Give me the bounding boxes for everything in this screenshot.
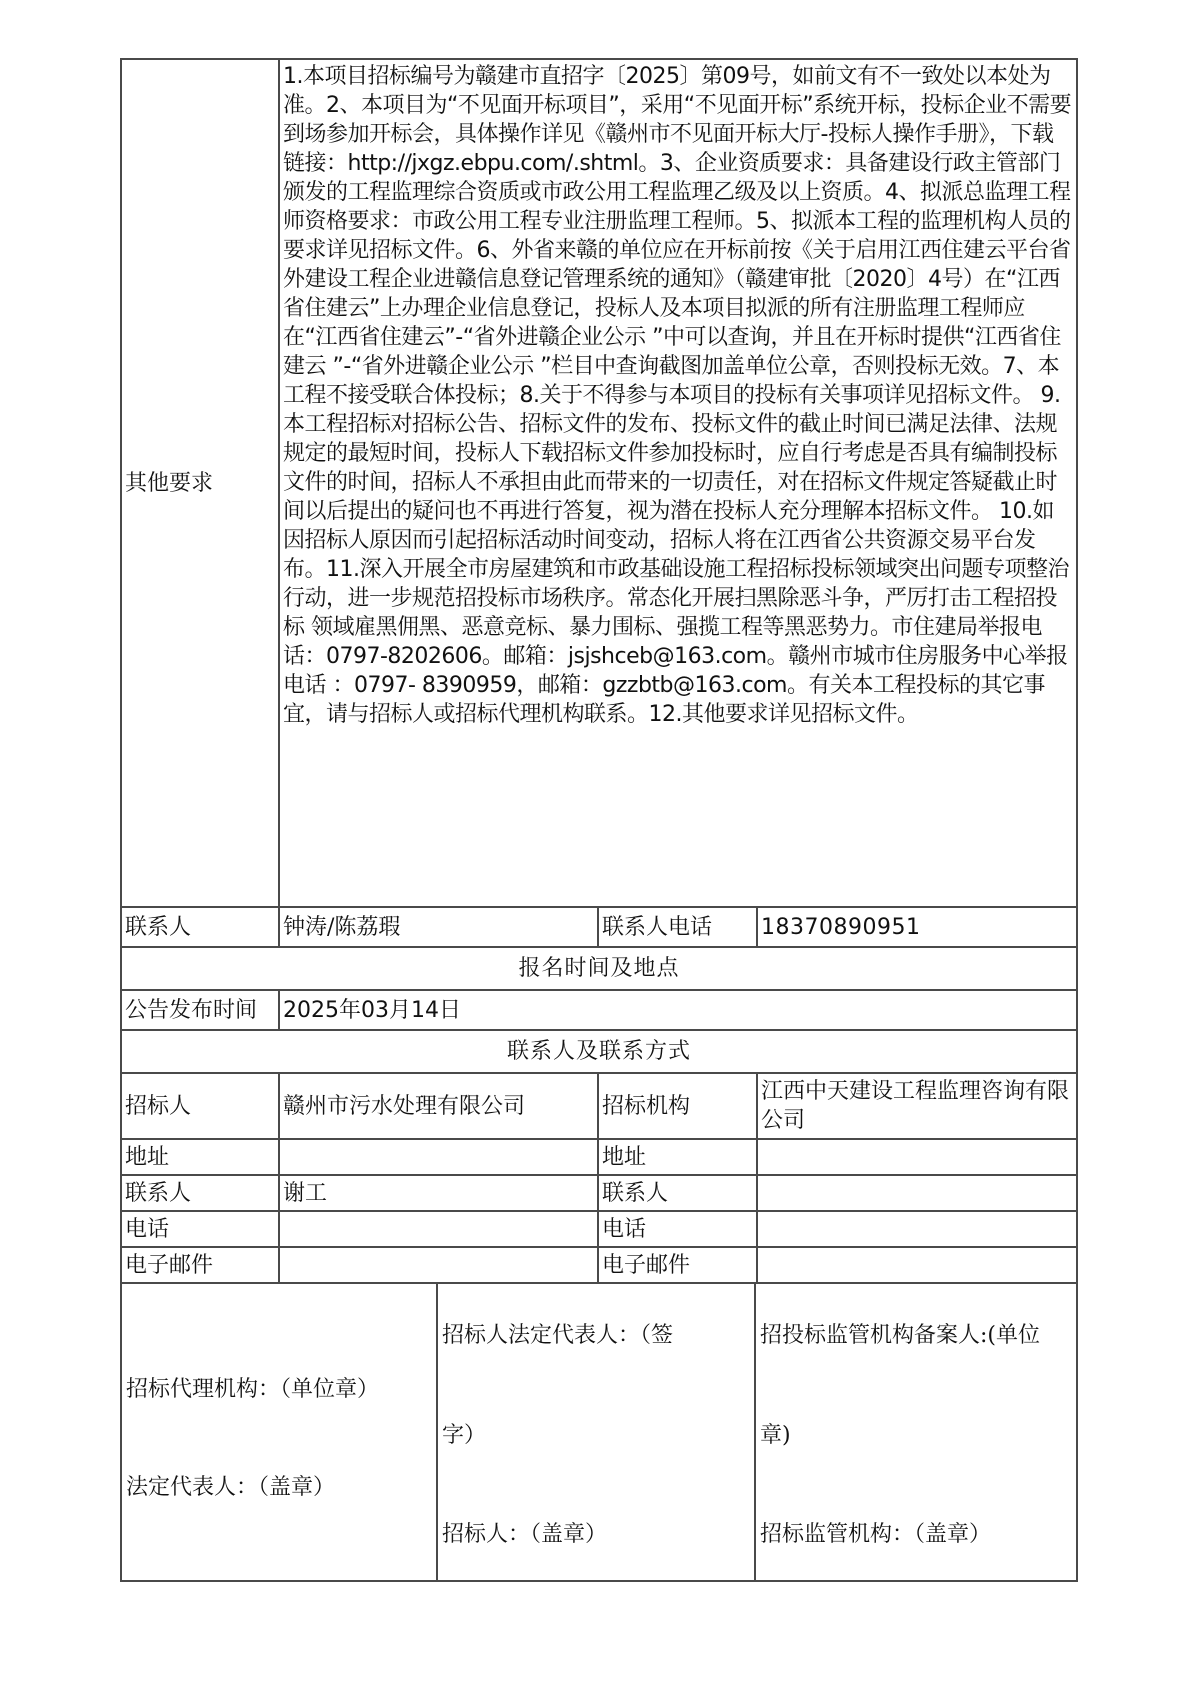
tenderer-address-label: 地址 (121, 1139, 279, 1175)
tenderer-value: 赣州市污水处理有限公司 (279, 1073, 598, 1139)
tenderer-legal-rep-line1: 招标人法定代表人：（签 (442, 1323, 674, 1348)
phone-row (121, 1211, 1077, 1247)
agency-seal-text: 招标代理机构：（单位章） (126, 1377, 380, 1402)
signature-row (121, 1283, 1077, 1581)
tenderer-email-label: 电子邮件 (121, 1247, 279, 1283)
contact-row (121, 907, 1077, 947)
supervision-filer-line1: 招投标监管机构备案人:(单位 (760, 1323, 1040, 1348)
contact-label: 联系人 (121, 907, 279, 947)
tenderer-seal-text: 招标人：（盖章） (442, 1522, 608, 1547)
supervision-seal-text: 招标监管机构：（盖章） (760, 1522, 992, 1547)
tenderer-contact-value: 谢工 (279, 1175, 598, 1211)
contact-phone-value: 18370890951 (757, 907, 1077, 947)
address-row (121, 1139, 1077, 1175)
contacts-section-row (121, 1030, 1077, 1073)
tenderer-legal-rep-line2: 字） (442, 1423, 487, 1448)
legal-rep-seal-text: 法定代表人：（盖章） (126, 1475, 336, 1500)
supervision-signature-cell (755, 1283, 1077, 1581)
tenderer-signature-cell (437, 1283, 755, 1581)
email-row (121, 1247, 1077, 1283)
contact-phone-label: 联系人电话 (598, 907, 757, 947)
publish-time-row (121, 990, 1077, 1030)
tender-announcement-table (120, 58, 1076, 1582)
main-info-table (120, 58, 1078, 1284)
agency-phone-label: 电话 (598, 1211, 757, 1247)
agency-contact-label: 联系人 (598, 1175, 757, 1211)
contact-value: 钟涛/陈荔瑕 (279, 907, 598, 947)
agency-email-value (757, 1247, 1077, 1283)
tenderer-contact-label: 联系人 (121, 1175, 279, 1211)
agency-address-value (757, 1139, 1077, 1175)
publish-time-label: 公告发布时间 (121, 990, 279, 1030)
agency-signature-cell (121, 1283, 437, 1581)
other-requirements-text: 1.本项目招标编号为赣建市直招字〔2025〕第09号，如前文有不一致处以本处为准。2、本项目为“不见面开标项目”，采用“不见面开标”系统开标，投标企业不需要到场参加开标会，具体操作详见《赣州市不见面开标大厅-投标人操作手册》，下载链接：http://jxgz.ebpu.com/.shtml。3、企业资质要求：具备建设行政主管部门颁发的工程监理综合资质或市政公用工程监理乙级及以上资质。4、拟派总监理工程师资格要求：市政公用工程专业注册监理工程师。5、拟派本工程的监理机构人员的要求详见招标文件。6、外省来赣的单位应在开标前按《关于启用江西住建云平台省外建设工程企业进赣信息登记管理系统的通知》（赣建审批〔2020〕4号）在“江西省住建云”上办理企业信息登记，投标人及本项目拟派的所有注册监理工程师应在“江西省住建云”-“省外进赣企业公示 ”中可以查询，并且在开标时提供“江西省住建云 ”-“省外进赣企业公示 ”栏目中查询截图加盖单位公章，否则投标无效。7、本工程不接受联合体投标；8.关于不得参与本项目的投标有关事项详见招标文件。 9.本工程招标对招标公告、招标文件的发布、投标文件的截止时间已满足法律、法规规定的最短时间，投标人下载招标文件参加投标时，应自行考虑是否具有编制投标文件的时间，招标人不承担由此而带来的一切责任，对在招标文件规定答疑截止时间以后提出的疑问也不再进行答复，视为潜在投标人充分理解本招标文件。 10.如因招标人原因而引起招标活动时间变动，招标人将在江西省公共资源交易平台发布。11.深入开展全市房屋建筑和市政基础设施工程招标投标领域突出问题专项整治行动，进一步规范招投标市场秩序。常态化开展扫黑除恶斗争，严厉打击工程招投标 领域雇黑佣黑、恶意竞标、暴力围标、强揽工程等黑恶势力。市住建局举报电话：0797-8202606。邮箱：jsjshceb@163.com。赣州市城市住房服务中心举报电话 ：0797- 8390959，邮箱：gzzbtb@163.com。有关本工程投标的其它事宜，请与招标人或招标代理机构联系。12.其他要求详见招标文件。 (279, 59, 1077, 907)
agency-contact-value (757, 1175, 1077, 1211)
other-requirements-label: 其他要求 (121, 59, 279, 907)
tenderer-agency-row (121, 1073, 1077, 1139)
signature-table (120, 1282, 1078, 1582)
registration-section-row (121, 947, 1077, 990)
supervision-filer-line2: 章) (760, 1423, 791, 1448)
tenderer-email-value (279, 1247, 598, 1283)
agency-label: 招标机构 (598, 1073, 757, 1139)
other-requirements-row (121, 59, 1077, 907)
tenderer-address-value (279, 1139, 598, 1175)
agency-email-label: 电子邮件 (598, 1247, 757, 1283)
contacts-section-title: 联系人及联系方式 (121, 1030, 1077, 1073)
agency-address-label: 地址 (598, 1139, 757, 1175)
tenderer-phone-label: 电话 (121, 1211, 279, 1247)
tenderer-label: 招标人 (121, 1073, 279, 1139)
agency-value: 江西中天建设工程监理咨询有限公司 (757, 1073, 1077, 1139)
tenderer-phone-value (279, 1211, 598, 1247)
publish-time-value: 2025年03月14日 (279, 990, 1077, 1030)
agency-phone-value (757, 1211, 1077, 1247)
contact-person-row (121, 1175, 1077, 1211)
registration-section-title: 报名时间及地点 (121, 947, 1077, 990)
